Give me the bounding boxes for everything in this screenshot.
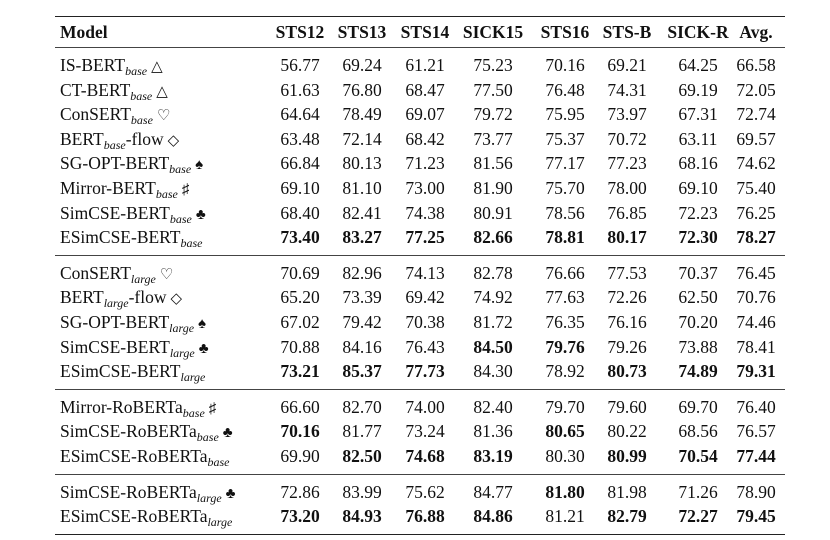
table-row: [55, 285, 785, 310]
model-size-subscript: large: [169, 320, 195, 335]
score-cell: 78.92: [545, 361, 585, 382]
model-name: SimCSE-BERT: [60, 336, 170, 357]
header-sts16: STS16: [540, 22, 590, 42]
table-row: [55, 419, 785, 444]
score-cell: 66.58: [736, 55, 776, 75]
score-cell: 79.42: [342, 311, 382, 332]
score-cell: 82.79: [607, 506, 647, 527]
model-name-cell: [60, 151, 203, 178]
score-cell: 79.31: [736, 361, 776, 382]
header-sick15: SICK15: [462, 22, 524, 42]
score-cell: 69.10: [280, 177, 320, 198]
header-sts12: STS12: [275, 22, 325, 42]
score-cell: 83.99: [342, 481, 382, 502]
score-cell: 65.20: [280, 287, 320, 308]
score-cell: 70.16: [545, 55, 585, 75]
score-cell: 69.90: [280, 445, 320, 466]
score-cell: 85.37: [342, 361, 382, 382]
score-cell: 69.19: [678, 79, 718, 100]
score-cell: 79.26: [607, 336, 647, 357]
header-row: [55, 17, 785, 47]
table-row: [55, 504, 785, 529]
score-cell: 75.62: [405, 481, 445, 502]
model-size-subscript: base: [180, 236, 203, 251]
table-row: [55, 395, 785, 420]
score-cell: 81.36: [473, 421, 513, 442]
table-row: [55, 102, 785, 127]
score-cell: 76.43: [405, 336, 445, 357]
model-name: Mirror-RoBERTa: [60, 396, 183, 417]
score-cell: 70.37: [678, 262, 718, 283]
header-rule: [55, 47, 785, 48]
model-name: ESimCSE-BERT: [60, 361, 181, 382]
score-cell: 71.26: [678, 481, 718, 502]
score-cell: 68.47: [405, 79, 445, 100]
score-cell: 69.57: [736, 128, 776, 149]
score-cell: 83.19: [473, 445, 513, 466]
score-cell: 69.21: [607, 55, 647, 75]
score-cell: 64.64: [280, 104, 320, 125]
score-cell: 73.24: [405, 421, 445, 442]
model-size-subscript: large: [180, 370, 206, 385]
model-name-cell: [60, 285, 182, 312]
model-name: BERT: [60, 287, 104, 308]
score-cell: 82.70: [342, 396, 382, 417]
table-row: [55, 201, 785, 226]
model-name: ESimCSE-RoBERTa: [60, 445, 208, 466]
score-cell: 68.16: [678, 153, 718, 174]
score-cell: 79.60: [607, 396, 647, 417]
score-cell: 66.84: [280, 153, 320, 174]
model-name-cell: [60, 225, 203, 250]
score-cell: 72.26: [607, 287, 647, 308]
score-cell: 80.99: [607, 445, 647, 466]
model-size-subscript: base: [125, 64, 148, 78]
table-row: [55, 151, 785, 176]
score-cell: 78.27: [736, 227, 776, 248]
score-cell: 73.00: [405, 177, 445, 198]
score-cell: 69.42: [405, 287, 445, 308]
score-cell: 72.23: [678, 202, 718, 223]
score-cell: 79.72: [473, 104, 513, 125]
table-row: [55, 127, 785, 152]
score-cell: 61.21: [405, 55, 445, 75]
model-name: ConSERT: [60, 262, 131, 283]
model-size-subscript: base: [169, 162, 192, 177]
header-sts13: STS13: [337, 22, 387, 42]
score-cell: 79.45: [736, 506, 776, 527]
score-cell: 76.66: [545, 262, 585, 283]
model-name: SimCSE-RoBERTa: [60, 421, 197, 442]
model-name-cell: [60, 78, 168, 105]
table-body: [55, 53, 785, 529]
score-cell: 76.80: [342, 79, 382, 100]
score-cell: 74.13: [405, 262, 445, 283]
score-cell: 73.21: [280, 361, 320, 382]
model-name: Mirror-BERT: [60, 177, 156, 198]
score-cell: 78.81: [545, 227, 585, 248]
score-cell: 81.21: [545, 506, 585, 527]
score-cell: 76.25: [736, 202, 776, 223]
model-name: IS-BERT: [60, 55, 126, 75]
model-size-subscript: base: [169, 211, 192, 226]
header-sts14: STS14: [400, 22, 450, 42]
model-name-cell: [60, 504, 232, 529]
score-cell: 80.17: [607, 227, 647, 248]
score-cell: 68.42: [405, 128, 445, 149]
citation-mark-icon: ♣: [198, 340, 209, 357]
citation-mark-icon: ♡: [156, 108, 171, 125]
model-name-cell: [60, 480, 236, 507]
score-cell: 67.31: [678, 104, 718, 125]
header-avg: Avg.: [739, 22, 773, 42]
model-name-cell: [60, 201, 206, 228]
score-cell: 83.27: [342, 227, 382, 248]
score-cell: 84.93: [342, 506, 382, 527]
citation-mark-icon: △: [151, 59, 163, 75]
score-cell: 70.76: [736, 287, 776, 308]
group-separator: [55, 389, 785, 390]
score-cell: 73.97: [607, 104, 647, 125]
score-cell: 76.85: [607, 202, 647, 223]
table-row: [55, 53, 785, 78]
model-size-subscript: large: [196, 490, 222, 505]
model-name: ConSERT: [60, 104, 131, 125]
score-cell: 78.49: [342, 104, 382, 125]
table-row: [55, 444, 785, 469]
model-name: SimCSE-BERT: [60, 202, 170, 223]
score-cell: 74.89: [678, 361, 718, 382]
model-name-cell: [60, 395, 216, 422]
score-cell: 69.24: [342, 55, 382, 75]
model-name-cell: [60, 310, 206, 337]
table-row: [55, 480, 785, 505]
score-cell: 81.56: [473, 153, 513, 174]
score-cell: 73.39: [342, 287, 382, 308]
citation-mark-icon: ♯: [181, 181, 190, 198]
score-cell: 74.00: [405, 396, 445, 417]
header-model: Model: [60, 22, 108, 42]
model-name-cell: [60, 419, 233, 446]
model-name: ESimCSE-BERT: [60, 227, 181, 248]
score-cell: 75.40: [736, 177, 776, 198]
score-cell: 79.76: [545, 336, 585, 357]
table-row: [55, 335, 785, 360]
table-row: [55, 310, 785, 335]
score-cell: 81.77: [342, 421, 382, 442]
model-name-cell: [60, 359, 205, 384]
table-row: [55, 225, 785, 250]
model-name: SG-OPT-BERT: [60, 311, 170, 332]
score-cell: 82.66: [473, 227, 513, 248]
header-sick-r: SICK-R: [667, 22, 729, 42]
score-cell: 81.98: [607, 481, 647, 502]
score-cell: 84.30: [473, 361, 513, 382]
score-cell: 84.77: [473, 481, 513, 502]
score-cell: 73.20: [280, 506, 320, 527]
citation-mark-icon: △: [156, 83, 168, 100]
score-cell: 63.48: [280, 128, 320, 149]
score-cell: 68.56: [678, 421, 718, 442]
score-cell: 70.69: [280, 262, 320, 283]
model-size-subscript: base: [182, 405, 205, 420]
score-cell: 78.56: [545, 202, 585, 223]
model-size-subscript: base: [207, 454, 230, 469]
model-size-subscript: large: [130, 271, 156, 286]
table-row: [55, 261, 785, 286]
model-name: ESimCSE-RoBERTa: [60, 506, 208, 527]
citation-mark-icon: ◇: [170, 291, 183, 308]
score-cell: 81.80: [545, 481, 585, 502]
score-cell: 71.23: [405, 153, 445, 174]
model-size-subscript: large: [169, 345, 195, 360]
model-name: CT-BERT: [60, 79, 131, 100]
score-cell: 70.20: [678, 311, 718, 332]
model-size-subscript: base: [196, 430, 219, 445]
citation-mark-icon: ♠: [198, 315, 207, 332]
score-cell: 77.50: [473, 79, 513, 100]
score-cell: 76.48: [545, 79, 585, 100]
table-row: [55, 78, 785, 103]
score-cell: 75.95: [545, 104, 585, 125]
score-cell: 74.31: [607, 79, 647, 100]
score-cell: 74.68: [405, 445, 445, 466]
table-row: [55, 176, 785, 201]
score-cell: 70.54: [678, 445, 718, 466]
score-cell: 61.63: [280, 79, 320, 100]
score-cell: 67.02: [280, 311, 320, 332]
model-size-subscript: large: [207, 515, 233, 530]
model-name-cell: [60, 444, 229, 469]
group-separator: [55, 255, 785, 256]
score-cell: 77.44: [736, 445, 776, 466]
score-cell: 72.30: [678, 227, 718, 248]
score-cell: 78.41: [736, 336, 776, 357]
score-cell: 66.60: [280, 396, 320, 417]
score-cell: 76.40: [736, 396, 776, 417]
citation-mark-icon: ♯: [208, 400, 217, 417]
score-cell: 75.37: [545, 128, 585, 149]
score-cell: 82.96: [342, 262, 382, 283]
score-cell: 80.65: [545, 421, 585, 442]
citation-mark-icon: ♣: [195, 206, 206, 223]
model-size-subscript: base: [155, 186, 178, 201]
score-cell: 82.40: [473, 396, 513, 417]
model-size-subscript: large: [103, 296, 129, 311]
table-row: [55, 359, 785, 384]
score-cell: 70.72: [607, 128, 647, 149]
score-cell: 82.50: [342, 445, 382, 466]
score-cell: 76.57: [736, 421, 776, 442]
model-name-cell: [60, 102, 170, 129]
results-table: [55, 16, 785, 535]
score-cell: 75.70: [545, 177, 585, 198]
score-cell: 73.40: [280, 227, 320, 248]
model-suffix: -flow: [125, 128, 164, 149]
citation-mark-icon: ♣: [222, 425, 233, 442]
model-suffix: -flow: [128, 287, 167, 308]
score-cell: 80.91: [473, 202, 513, 223]
model-size-subscript: base: [103, 137, 126, 152]
score-cell: 81.10: [342, 177, 382, 198]
score-cell: 80.22: [607, 421, 647, 442]
header-sts-b: STS-B: [602, 22, 652, 42]
score-cell: 72.05: [736, 79, 776, 100]
score-cell: 69.70: [678, 396, 718, 417]
model-size-subscript: base: [130, 113, 153, 128]
bottom-rule: [55, 534, 785, 535]
score-cell: 69.07: [405, 104, 445, 125]
score-cell: 76.88: [405, 506, 445, 527]
score-cell: 76.45: [736, 262, 776, 283]
model-name-cell: [60, 176, 189, 203]
score-cell: 70.16: [280, 421, 320, 442]
score-cell: 84.16: [342, 336, 382, 357]
score-cell: 72.86: [280, 481, 320, 502]
score-cell: 70.88: [280, 336, 320, 357]
citation-mark-icon: ◇: [167, 132, 180, 149]
score-cell: 79.70: [545, 396, 585, 417]
citation-mark-icon: ♣: [225, 485, 236, 502]
model-name-cell: [60, 261, 173, 288]
score-cell: 73.88: [678, 336, 718, 357]
model-name: SG-OPT-BERT: [60, 153, 170, 174]
score-cell: 78.90: [736, 481, 776, 502]
score-cell: 80.30: [545, 445, 585, 466]
score-cell: 64.25: [678, 55, 718, 75]
score-cell: 77.25: [405, 227, 445, 248]
score-cell: 84.50: [473, 336, 513, 357]
score-cell: 72.74: [736, 104, 776, 125]
score-cell: 72.14: [342, 128, 382, 149]
score-cell: 80.73: [607, 361, 647, 382]
score-cell: 69.10: [678, 177, 718, 198]
model-size-subscript: base: [130, 88, 153, 103]
model-name-cell: [60, 53, 163, 80]
score-cell: 77.73: [405, 361, 445, 382]
score-cell: 82.78: [473, 262, 513, 283]
score-cell: 76.35: [545, 311, 585, 332]
score-cell: 81.72: [473, 311, 513, 332]
model-name-cell: [60, 335, 209, 362]
score-cell: 62.50: [678, 287, 718, 308]
score-cell: 70.38: [405, 311, 445, 332]
citation-mark-icon: ♠: [195, 157, 204, 174]
citation-mark-icon: ♡: [159, 266, 174, 283]
score-cell: 77.23: [607, 153, 647, 174]
score-cell: 75.23: [473, 55, 513, 75]
score-cell: 74.92: [473, 287, 513, 308]
score-cell: 76.16: [607, 311, 647, 332]
score-cell: 77.63: [545, 287, 585, 308]
model-name: BERT: [60, 128, 104, 149]
score-cell: 81.90: [473, 177, 513, 198]
score-cell: 74.46: [736, 311, 776, 332]
score-cell: 63.11: [678, 128, 718, 149]
score-cell: 78.00: [607, 177, 647, 198]
score-cell: 74.62: [736, 153, 776, 174]
score-cell: 77.17: [545, 153, 585, 174]
model-name-cell: [60, 127, 179, 154]
score-cell: 72.27: [678, 506, 718, 527]
score-cell: 56.77: [280, 55, 320, 75]
score-cell: 84.86: [473, 506, 513, 527]
group-separator: [55, 474, 785, 475]
score-cell: 82.41: [342, 202, 382, 223]
score-cell: 80.13: [342, 153, 382, 174]
score-cell: 73.77: [473, 128, 513, 149]
score-cell: 68.40: [280, 202, 320, 223]
score-cell: 77.53: [607, 262, 647, 283]
model-name: SimCSE-RoBERTa: [60, 481, 197, 502]
score-cell: 74.38: [405, 202, 445, 223]
